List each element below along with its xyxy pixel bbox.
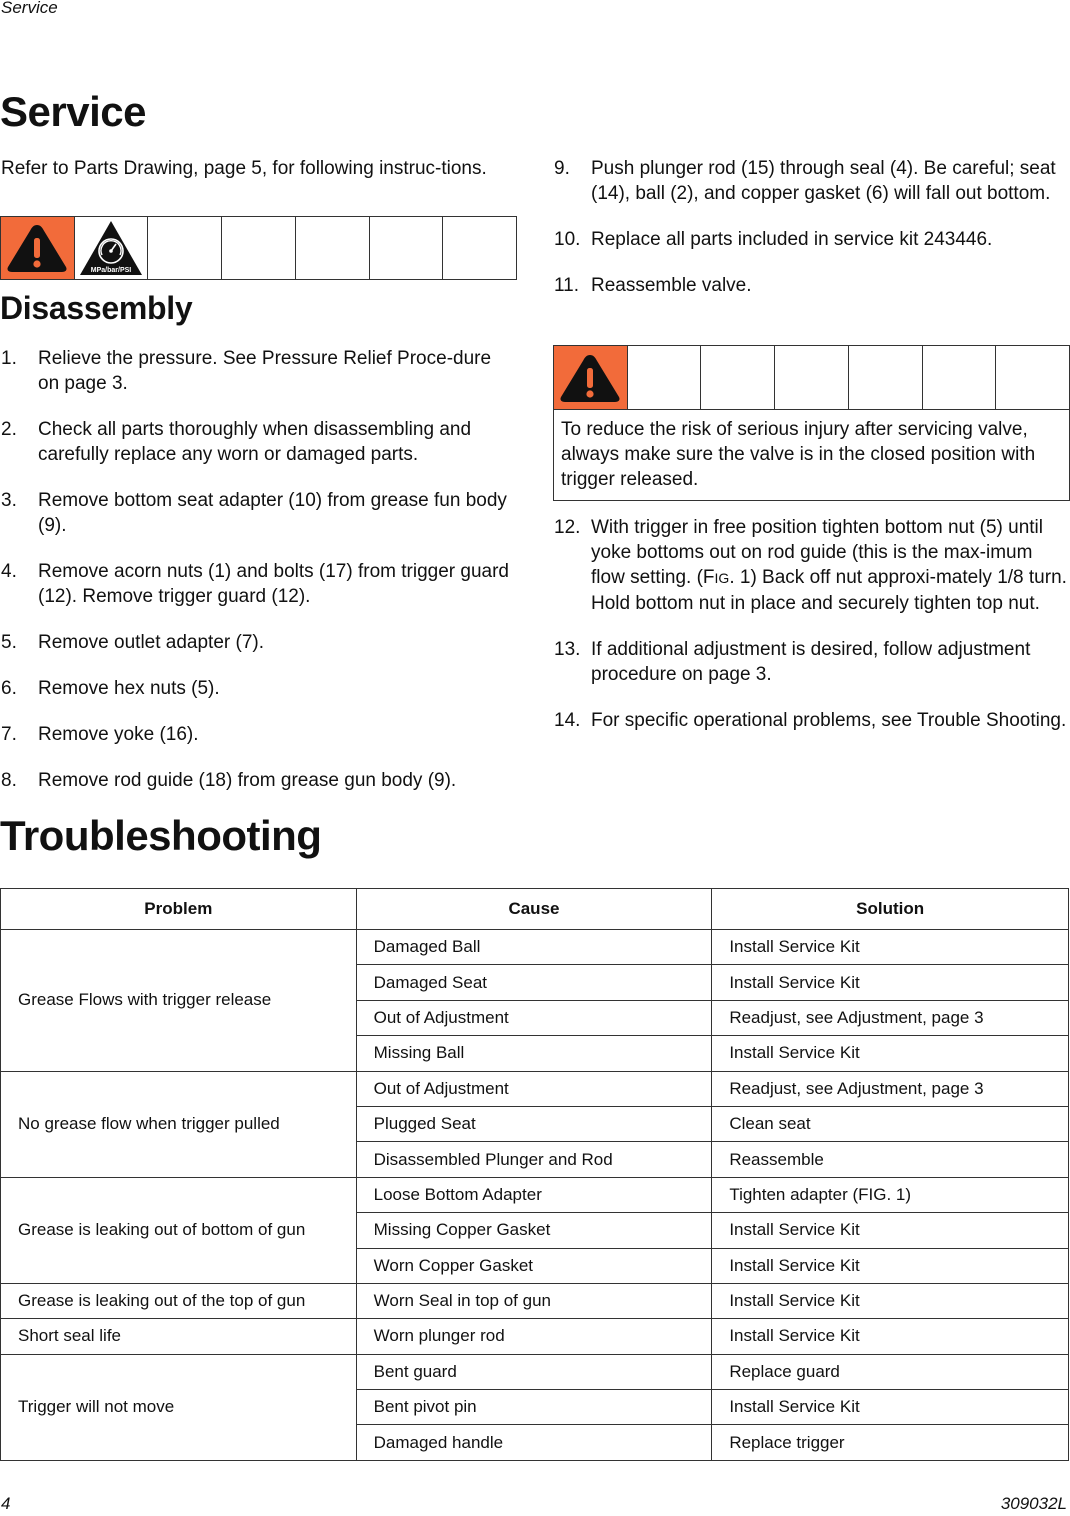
step-number: 14.: [554, 710, 581, 731]
cause-cell: Out of Adjustment: [356, 1000, 712, 1035]
step-text: Remove acorn nuts (1) and bolts (17) from trigger guard (12). Remove trigger guard (12).: [38, 561, 509, 607]
step-text: Remove hex nuts (5).: [38, 678, 220, 699]
disassembly-steps: [1, 346, 516, 814]
step-number: 11.: [554, 275, 580, 296]
problem-cell: Short seal life: [1, 1319, 357, 1354]
step-item: [554, 637, 1070, 687]
empty-cell: [996, 346, 1069, 409]
caution-message: To reduce the risk of serious injury after servicing valve, always make sure the valve is in the closed position with trigger released.: [561, 419, 1036, 490]
step-item: [1, 630, 516, 655]
problem-cell: Grease is leaking out of bottom of gun: [1, 1177, 357, 1283]
step-item: [1, 488, 516, 538]
step-item: [1, 768, 516, 793]
step-number: 8.: [1, 770, 17, 791]
step-text: Relieve the pressure. See Pressure Relief Proce-dure on page 3.: [38, 348, 492, 394]
step-text: Check all parts thoroughly when disassembling and carefully replace any worn or damaged parts.: [38, 419, 472, 465]
step-text: Push plunger rod (15) through seal (4). Be careful; seat (14), ball (2), and copper gasket (6) will fall out bottom.: [591, 158, 1056, 204]
step-text: Remove rod guide (18) from grease gun body (9).: [38, 770, 457, 791]
cause-cell: Bent pivot pin: [356, 1390, 712, 1425]
step-number: 6.: [1, 678, 17, 699]
troubleshooting-table: [0, 888, 1069, 1461]
empty-cell: [701, 346, 775, 409]
cause-cell: Disassembled Plunger and Rod: [356, 1142, 712, 1177]
step-item: [1, 676, 516, 701]
step-text: Remove outlet adapter (7).: [38, 632, 265, 653]
empty-cell: [443, 217, 516, 279]
cause-cell: Worn plunger rod: [356, 1319, 712, 1354]
empty-cell: [296, 217, 370, 279]
column-header-solution: Solution: [712, 889, 1069, 930]
page-title: Service: [0, 88, 146, 135]
step-number: 12.: [554, 517, 581, 538]
solution-cell: Replace guard: [712, 1354, 1069, 1389]
solution-cell: Reassemble: [712, 1142, 1069, 1177]
table-row: [1, 1283, 1069, 1318]
empty-cell: [775, 346, 849, 409]
step-item: [1, 346, 516, 396]
step-text: If additional adjustment is desired, follow adjustment procedure on page 3.: [591, 639, 1031, 685]
empty-cell: [222, 217, 296, 279]
solution-cell: Install Service Kit: [712, 1213, 1069, 1248]
troubleshooting-heading: Troubleshooting: [0, 812, 322, 859]
step-number: 1.: [1, 348, 17, 369]
solution-cell: Install Service Kit: [712, 1248, 1069, 1283]
empty-cell: [849, 346, 923, 409]
warning-cell: [1, 217, 75, 279]
step-text: Replace all parts included in service kit 243446.: [591, 229, 993, 250]
empty-cell: [370, 217, 444, 279]
disassembly-heading: Disassembly: [0, 290, 193, 326]
step-item: [554, 273, 1070, 298]
caution-box: [553, 345, 1070, 501]
cause-cell: Plugged Seat: [356, 1106, 712, 1141]
step-text: For specific operational problems, see Trouble Shooting.: [591, 710, 1067, 731]
step-item: [554, 708, 1070, 733]
document-number: 309032L: [1000, 1494, 1067, 1513]
cause-cell: Damaged handle: [356, 1425, 712, 1460]
step-item: [554, 227, 1070, 252]
table-row: [1, 1319, 1069, 1354]
solution-cell: Readjust, see Adjustment, page 3: [712, 1071, 1069, 1106]
cause-cell: Out of Adjustment: [356, 1071, 712, 1106]
step-item: [554, 156, 1070, 206]
step-number: 7.: [1, 724, 17, 745]
cause-cell: Worn Seal in top of gun: [356, 1283, 712, 1318]
problem-cell: Trigger will not move: [1, 1354, 357, 1460]
solution-cell: Tighten adapter (FIG. 1): [712, 1177, 1069, 1212]
solution-cell: Install Service Kit: [712, 1319, 1069, 1354]
cause-cell: Loose Bottom Adapter: [356, 1177, 712, 1212]
step-text: Reassemble valve.: [591, 275, 752, 296]
gauge-cell: [75, 217, 149, 279]
reassembly-steps: [554, 156, 1070, 319]
gauge-label: MPa/bar/PSI: [90, 267, 132, 274]
empty-cell: [628, 346, 702, 409]
warning-triangle-icon: [5, 222, 69, 274]
column-header-problem: Problem: [1, 889, 357, 930]
solution-cell: Clean seat: [712, 1106, 1069, 1141]
table-row: [1, 930, 1069, 965]
step-text: Remove yoke (16).: [38, 724, 199, 745]
warning-icon-row: [0, 216, 517, 280]
step-item: [554, 515, 1070, 616]
step-number: 13.: [554, 639, 581, 660]
step-text: With trigger in free position tighten bottom nut (5) until yoke bottoms out on rod guide (this is the max-imum flow setting. (FIG. 1) Back off nut approxi-mately 1/8 turn. Hold bottom nut in place and securely tighten top nut.: [591, 517, 1067, 614]
empty-cell: [923, 346, 997, 409]
table-row: [1, 1354, 1069, 1389]
solution-cell: Readjust, see Adjustment, page 3: [712, 1000, 1069, 1035]
problem-cell: Grease is leaking out of the top of gun: [1, 1283, 357, 1318]
empty-cell: [148, 217, 222, 279]
cause-cell: Bent guard: [356, 1354, 712, 1389]
problem-cell: No grease flow when trigger pulled: [1, 1071, 357, 1177]
step-number: 2.: [1, 419, 17, 440]
step-number: 9.: [554, 158, 570, 179]
caution-icon-row: [554, 346, 1069, 410]
step-number: 3.: [1, 490, 17, 511]
table-row: [1, 1177, 1069, 1212]
pressure-gauge-icon: [78, 219, 144, 277]
cause-cell: Missing Ball: [356, 1036, 712, 1071]
warning-cell: [554, 346, 628, 409]
page-number: 4: [1, 1494, 11, 1513]
problem-cell: Grease Flows with trigger release: [1, 930, 357, 1072]
solution-cell: Replace trigger: [712, 1425, 1069, 1460]
table-row: [1, 1071, 1069, 1106]
column-header-cause: Cause: [356, 889, 712, 930]
step-number: 10.: [554, 229, 581, 250]
step-item: [1, 722, 516, 747]
solution-cell: Install Service Kit: [712, 965, 1069, 1000]
cause-cell: Missing Copper Gasket: [356, 1213, 712, 1248]
table-header-row: [1, 889, 1069, 930]
step-text: Remove bottom seat adapter (10) from grease fun body (9).: [38, 490, 507, 536]
step-number: 4.: [1, 561, 17, 582]
intro-text: Refer to Parts Drawing, page 5, for following instruc-tions.: [1, 158, 487, 179]
cause-cell: Damaged Seat: [356, 965, 712, 1000]
cause-cell: Worn Copper Gasket: [356, 1248, 712, 1283]
cause-cell: Damaged Ball: [356, 930, 712, 965]
step-item: [1, 417, 516, 467]
adjustment-steps: [554, 515, 1070, 754]
running-header: Service: [1, 0, 58, 17]
solution-cell: Install Service Kit: [712, 1390, 1069, 1425]
solution-cell: Install Service Kit: [712, 930, 1069, 965]
step-number: 5.: [1, 632, 17, 653]
step-item: [1, 559, 516, 609]
warning-triangle-icon: [558, 352, 622, 404]
solution-cell: Install Service Kit: [712, 1036, 1069, 1071]
solution-cell: Install Service Kit: [712, 1283, 1069, 1318]
